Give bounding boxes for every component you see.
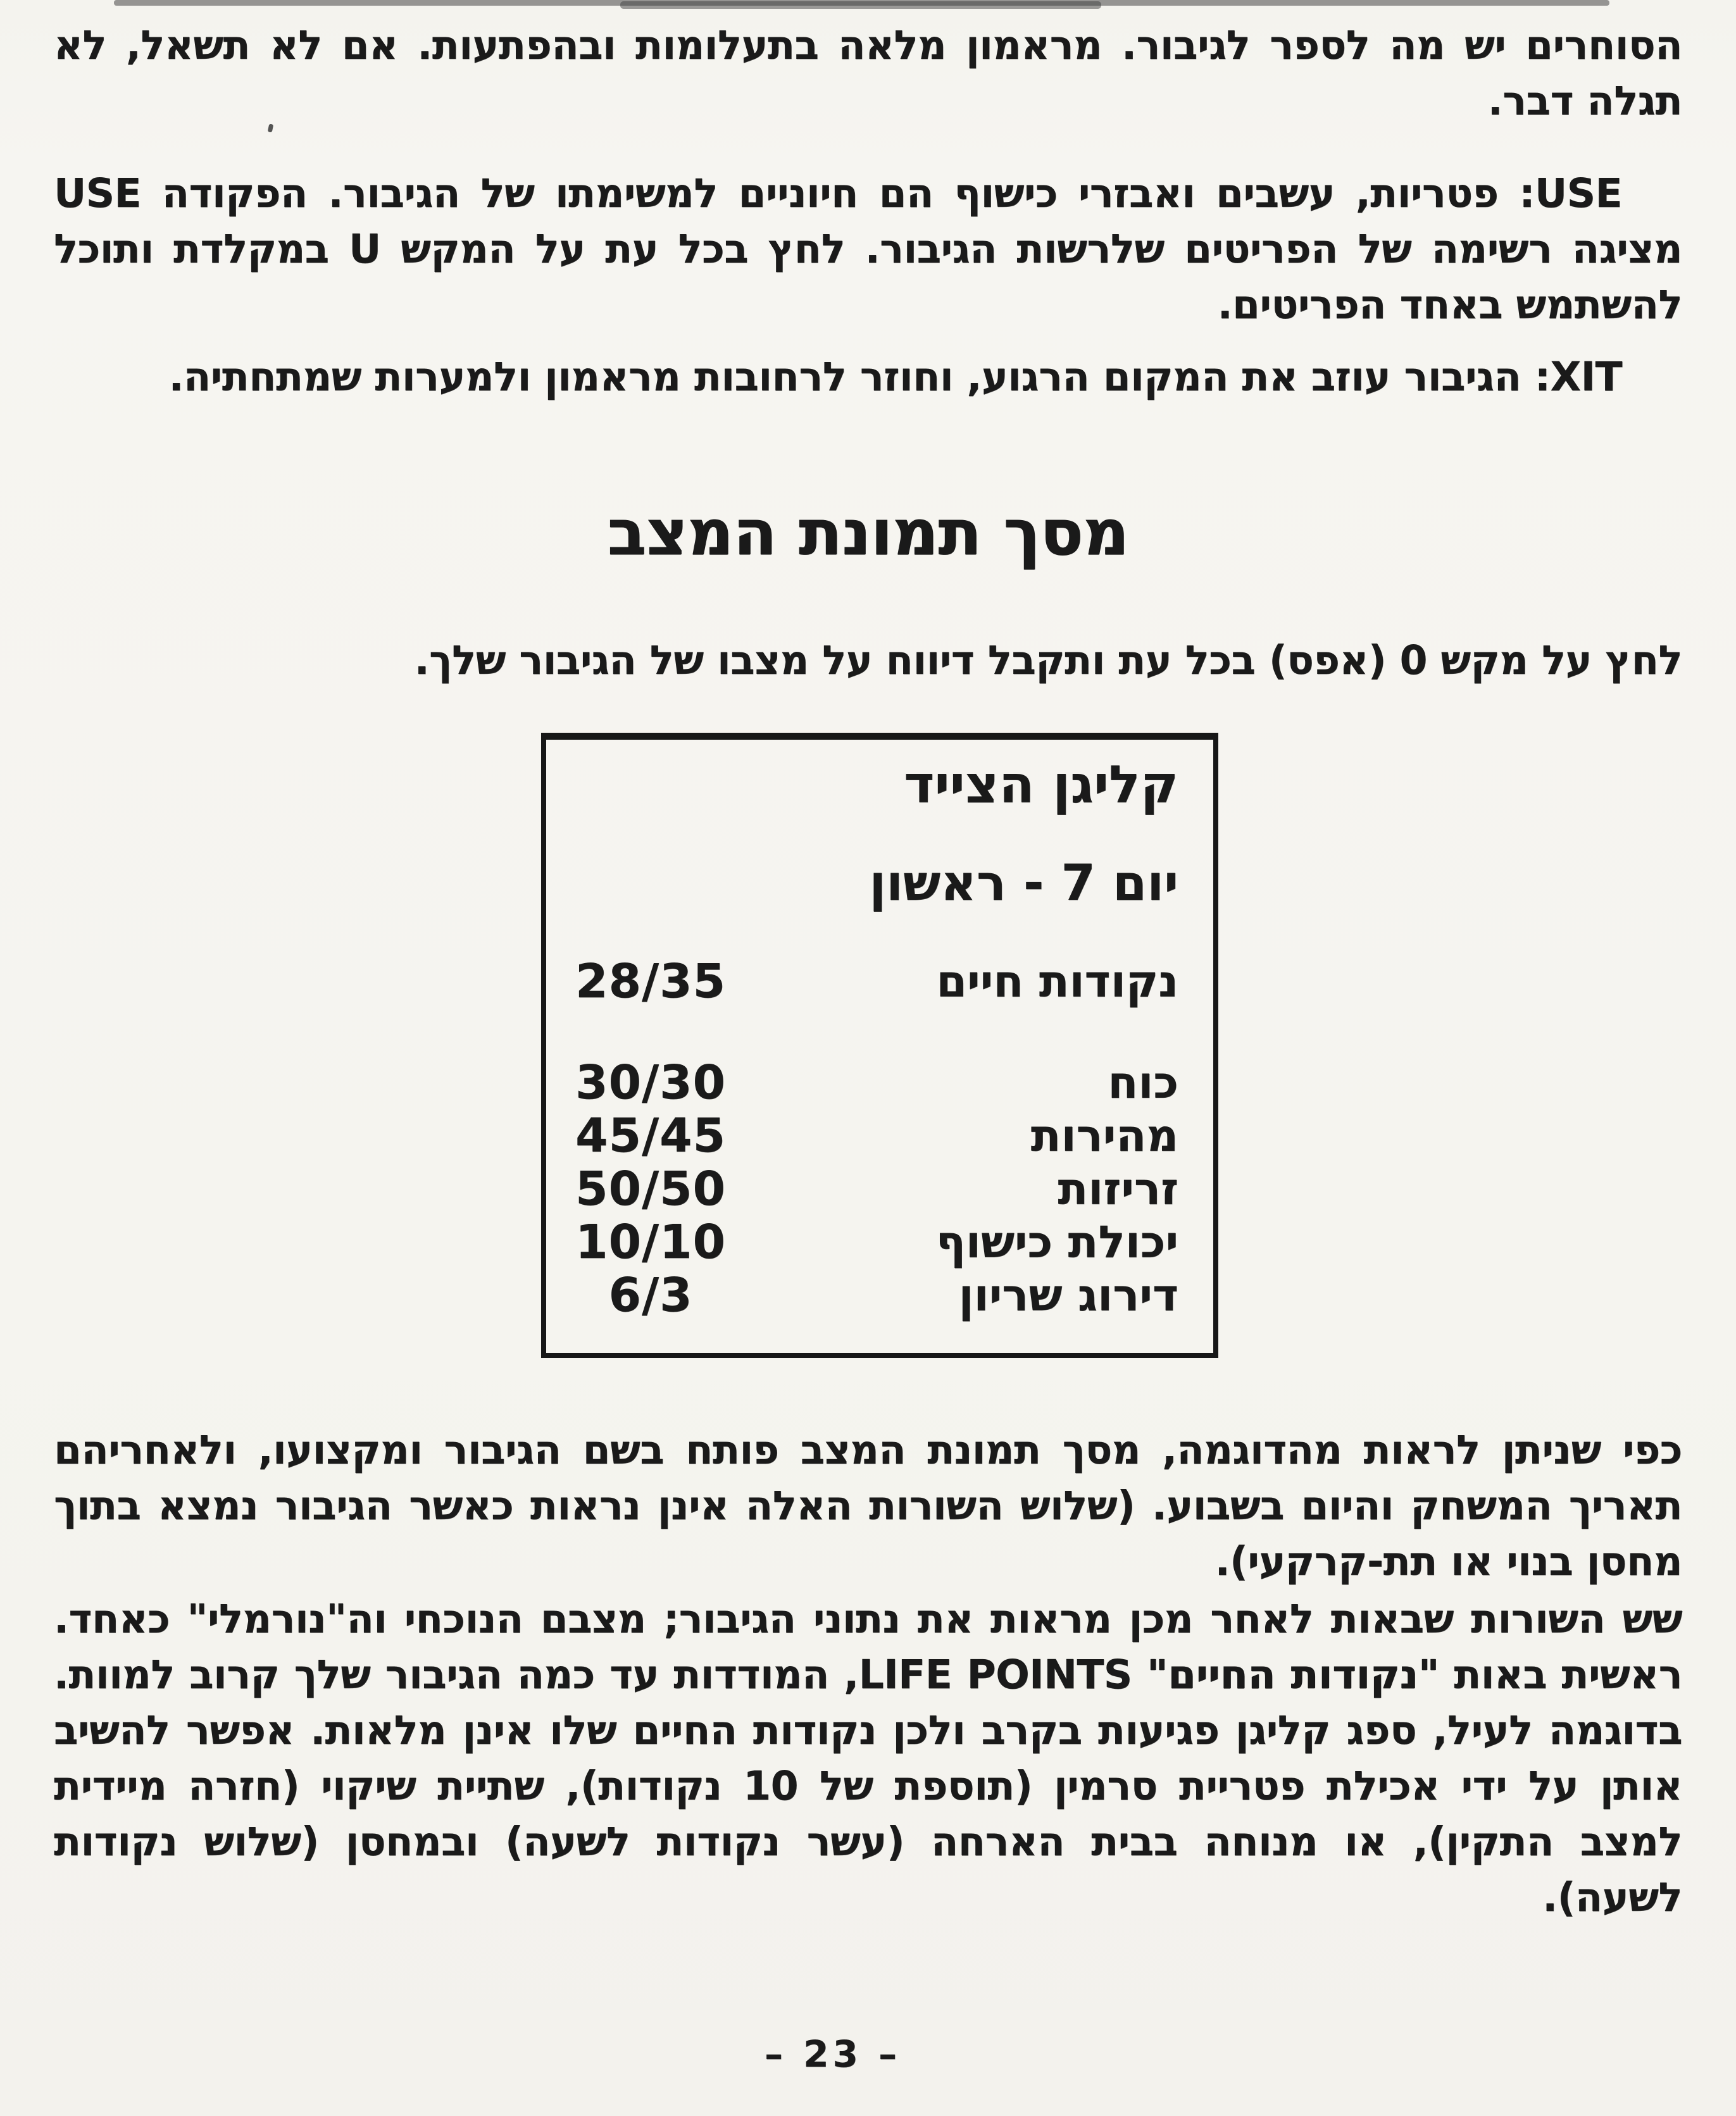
bold-phrase: "נקודות החיים": [1146, 1652, 1440, 1698]
use-command-paragraph: USE: פטריות, עשבים ואבזרי כישוף הם חיוניים למשימתו של הגיבור. הפקודה USE מציגה רשימה של הפריטים שלרשות הגיבור. לחץ בכל עת על המקש U במקלדת ותוכל להשתמש באחד הפריטים.: [54, 170, 1682, 328]
instruction-line: לחץ על מקש 0 (אפס) בכל עת ותקבל דיווח על מצבו של הגיבור שלך.: [414, 637, 1682, 683]
stat-value: 50/50: [575, 1162, 726, 1216]
stat-label: כוח: [1108, 1057, 1178, 1109]
stat-row: [546, 1269, 1213, 1322]
stat-label: יכולת כישוף: [935, 1216, 1178, 1268]
stat-row: [546, 955, 1213, 1008]
stat-label: נקודות חיים: [936, 955, 1178, 1007]
stats-list: [546, 955, 1213, 1322]
stat-value: 45/45: [575, 1109, 726, 1163]
status-screen-box: [541, 733, 1218, 1358]
section-heading: מסך תמונת המצב: [607, 495, 1129, 569]
body-paragraph-2: [54, 1591, 1682, 1926]
game-day-line: יום 7 - ראשון: [869, 855, 1178, 912]
stat-row: [546, 1056, 1213, 1109]
stat-value: 10/10: [575, 1215, 726, 1269]
stat-value: 28/35: [575, 954, 726, 1009]
text-run: LIFE POINTS, המודדות עד כמה הגיבור שלך קרוב למוות. בדוגמה לעיל, ספג קליגן פגיעות בקרב ולכן נקודות החיים שלו אינן מלאות. אפשר להשיב אותן על ידי אכילת פטריית סרמין (תוספת של 10 נקודות), שתיית שיקוי (חזרה מיידית למצב התקין), או מנוחה בבית הארחה (עשר נקודות לשעה) ובמחסן (שלוש נקודות לשעה).: [54, 1652, 1682, 1920]
body-paragraph-1: כפי שניתן לראות מהדוגמה, מסך תמונת המצב פותח בשם הגיבור ומקצועו, ולאחריהם תאריך המשחק והיום בשבוע. (שלוש השורות האלה אינן נראות כאשר הגיבור נמצא בתוך מחסן בנוי או תת-קרקעי).: [54, 1427, 1682, 1584]
stat-row: [546, 1162, 1213, 1216]
stat-label: זריזות: [1058, 1163, 1178, 1215]
scan-edge-artifact-dark: [620, 1, 1101, 9]
text-run: שש השורות שבאות לאחר מכן מראות את נתוני הגיבור; מצבם הנוכחי וה"נורמלי" כאחד. ראשית באות: [54, 1596, 1683, 1698]
stat-value: 30/30: [575, 1055, 726, 1110]
intro-paragraph: הסוחרים יש מה לספר לגיבור. מראמון מלאה בתעלומות ובהפתעות. אם לא תשאל, לא תגלה דבר.: [54, 22, 1682, 124]
character-name: קליגן הצייד: [904, 755, 1178, 815]
stat-row: [546, 1109, 1213, 1162]
stat-value: 6/3: [608, 1268, 693, 1322]
stat-row: [546, 1216, 1213, 1269]
xit-command-paragraph: XIT: הגיבור עוזב את המקום הרגוע, וחוזר לרחובות מראמון ולמערות שמתחתיה.: [168, 354, 1622, 400]
stat-label: דירוג שריון: [958, 1269, 1178, 1321]
stat-label: מהירות: [1030, 1110, 1178, 1162]
page-number: – 23 –: [764, 2032, 901, 2076]
